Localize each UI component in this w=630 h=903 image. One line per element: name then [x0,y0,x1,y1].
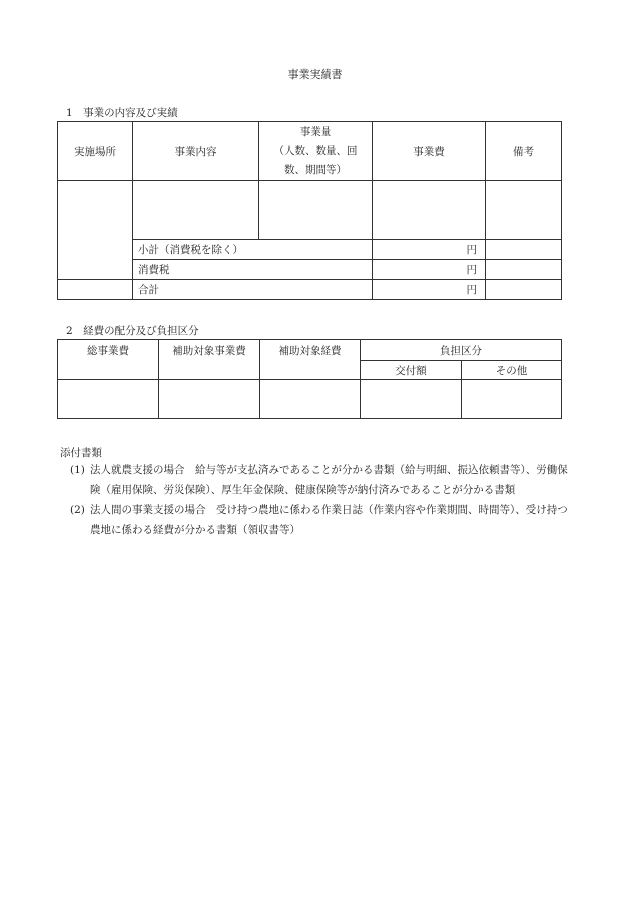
performance-table [57,121,562,300]
header-amount-line: （人数、数量、回 [273,144,358,157]
cost-allocation-table [57,339,562,419]
tax-yen: 円 [373,260,486,280]
grant-cell [361,380,462,419]
subtotal-label: 小計（消費税を除く） [133,240,373,260]
attachments-list [70,460,570,540]
attachment-item [70,460,570,500]
total-label: 合計 [133,280,373,300]
header-content: 事業内容 [133,122,259,181]
header-subsidy-target-cost: 補助対象事業費 [159,340,260,380]
header-amount-line: 事業量 [299,125,332,138]
attachment-text: 法人就農支援の場合 給与等が支払済みであることが分かる書類（給与明細、振込依頼書等）、労働保険（雇用保険、労災保険）、厚生年金保険、健康保険等が納付済みであることが分かる書類 [90,464,568,496]
total-remarks [486,280,562,300]
place-cell [58,181,133,280]
total-place-cell [58,280,133,300]
attachments-title: 添付書類 [60,447,102,459]
attachment-number: (1) [70,464,85,476]
header-cost: 事業費 [373,122,486,181]
header-other: その他 [462,361,562,380]
subsidy-target-cost-cell [159,380,260,419]
content-cell [133,181,259,240]
attachment-text: 法人間の事業支援の場合 受け持つ農地に係わる作業日誌（作業内容や作業期間、時間等）、受け持つ農地に係わる経費が分かる書類（領収書等） [90,504,568,536]
tax-remarks [486,260,562,280]
subtotal-yen: 円 [373,240,486,260]
header-amount-line: 数、期間等） [284,163,347,176]
remarks-cell [486,181,562,240]
subsidy-target-expense-cell [260,380,361,419]
other-cell [462,380,562,419]
attachment-number: (2) [70,504,85,516]
total-cost-cell [58,380,159,419]
header-place: 実施場所 [58,122,133,181]
header-remarks: 備考 [486,122,562,181]
section1-heading: 1 事業の内容及び実績 [66,107,178,119]
tax-label: 消費税 [133,260,373,280]
header-total-cost: 総事業費 [58,340,159,380]
amount-cell [259,181,373,240]
section2-heading: 2 経費の配分及び負担区分 [66,325,199,337]
header-amount [259,122,373,181]
cost-cell [373,181,486,240]
total-yen: 円 [373,280,486,300]
header-burden: 負担区分 [361,340,562,361]
subtotal-remarks [486,240,562,260]
document-title: 事業実績書 [287,68,343,81]
header-grant: 交付額 [361,361,462,380]
attachment-item [70,500,570,540]
header-subsidy-target-expense: 補助対象経費 [260,340,361,380]
